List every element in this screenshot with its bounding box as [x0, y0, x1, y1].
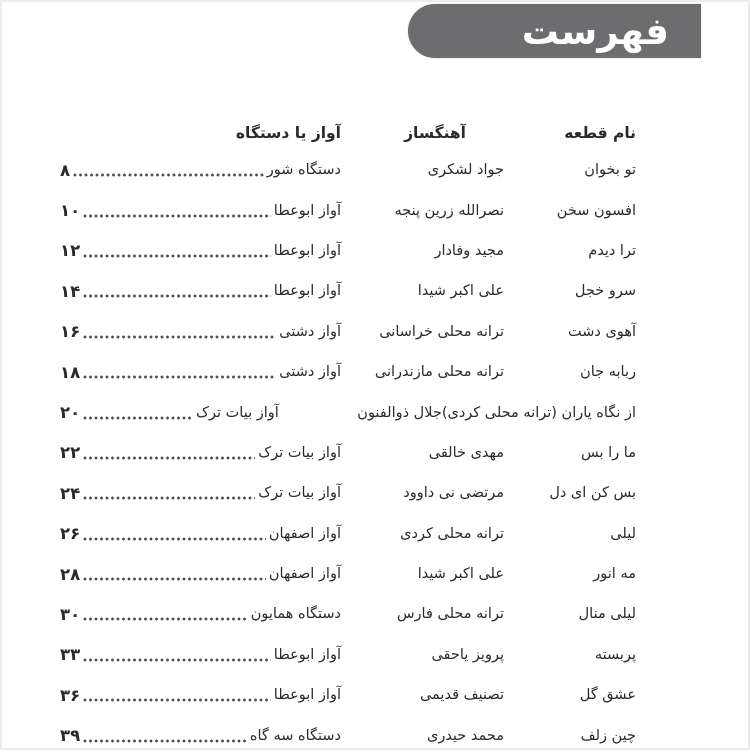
composer-name: ترانه محلی فارس [396, 606, 504, 623]
avaz-name: آواز ابوعطا [273, 687, 341, 704]
composer-name: علی اکبر شیدا [417, 566, 504, 583]
dotted-leader [83, 294, 271, 298]
toc-rows [60, 150, 636, 756]
composer-name: نصرالله زرین پنجه [394, 202, 504, 219]
dotted-leader [83, 416, 193, 420]
piece-name: مه انور [593, 566, 636, 583]
composer-name: پرویز یاحقی [431, 646, 504, 663]
page-number: ۱۰ [60, 201, 81, 221]
piece-name: چین زلف [580, 727, 636, 744]
page-number: ۲۴ [60, 483, 81, 503]
composer-name: محمد حیدری [426, 727, 504, 744]
page-number: ۸ [60, 160, 71, 180]
dotted-leader [83, 537, 266, 541]
avaz-cell [60, 645, 341, 664]
avaz-name: آواز دشتی [279, 364, 341, 381]
avaz-name: آواز بیات ترک [258, 444, 341, 461]
composer-name: مرتضی نی داوود [403, 485, 504, 502]
dotted-leader [83, 739, 247, 743]
avaz-cell [60, 686, 341, 705]
page-number: ۱۲ [60, 241, 81, 261]
piece-name: بس کن ای دل [549, 485, 636, 502]
piece-name: آهوی دشت [568, 323, 636, 340]
page-number: ۲۲ [60, 443, 81, 463]
avaz-name: دستگاه سه گاه [249, 727, 341, 744]
avaz-name: آواز ابوعطا [273, 242, 341, 259]
composer-name: مهدی خالقی [428, 444, 504, 461]
table-row [60, 312, 636, 352]
piece-name: پربسته [594, 646, 636, 663]
page-number: ۲۰ [60, 403, 81, 423]
page-number: ۲۶ [60, 524, 81, 544]
dotted-leader [83, 456, 255, 460]
dotted-leader [83, 496, 255, 500]
composer-name: ترانه محلی کردی [400, 525, 504, 542]
contents-title: فهرست [521, 9, 669, 53]
table-row [60, 271, 636, 311]
avaz-cell [60, 403, 279, 422]
page-number: ۲۸ [60, 564, 81, 584]
avaz-cell [60, 363, 341, 382]
table-row [60, 635, 636, 675]
composer-name: تصنیف قدیمی [419, 687, 504, 704]
page-number: ۱۶ [60, 322, 81, 342]
page-number: ۳۰ [60, 604, 81, 624]
avaz-cell [60, 484, 341, 503]
avaz-name: آواز بیات ترک [258, 485, 341, 502]
contents-banner [408, 4, 701, 58]
avaz-cell [60, 605, 341, 624]
piece-name: عشق گل [579, 687, 636, 704]
avaz-cell [60, 161, 341, 180]
dotted-leader [83, 335, 276, 339]
dotted-leader [83, 214, 271, 218]
avaz-cell [60, 241, 341, 260]
table-row [60, 150, 636, 190]
table-row [60, 554, 636, 594]
header-piece-name: نام قطعه [564, 124, 636, 142]
avaz-name: آواز بیات ترک [196, 404, 279, 421]
piece-name: از نگاه یاران (ترانه محلی کردی) [441, 404, 636, 421]
piece-name: تو بخوان [584, 162, 636, 179]
page-number: ۱۴ [60, 281, 81, 301]
piece-name: ترا دیدم [588, 242, 636, 259]
composer-name: ترانه محلی مازندرانی [374, 364, 504, 381]
avaz-cell [60, 201, 341, 220]
avaz-name: آواز ابوعطا [273, 283, 341, 300]
page-number: ۳۹ [60, 726, 81, 746]
dotted-leader [83, 577, 266, 581]
table-row [60, 473, 636, 513]
avaz-name: آواز ابوعطا [273, 202, 341, 219]
table-row [60, 190, 636, 230]
composer-name: علی اکبر شیدا [417, 283, 504, 300]
toc-table [60, 116, 636, 756]
avaz-cell [60, 443, 341, 462]
table-row [60, 514, 636, 554]
piece-name: سرو خجل [574, 283, 636, 300]
piece-name: لیلی [610, 525, 636, 542]
piece-name: افسون سخن [556, 202, 636, 219]
composer-name: جلال ذوالفنون [357, 404, 442, 421]
avaz-name: آواز ابوعطا [273, 646, 341, 663]
avaz-name: آواز اصفهان [268, 525, 341, 542]
page-number: ۳۶ [60, 685, 81, 705]
header-composer: آهنگساز [404, 124, 466, 142]
dotted-leader [83, 698, 271, 702]
page-number: ۳۳ [60, 645, 81, 665]
composer-name: مجید وفادار [434, 242, 504, 259]
dotted-leader [83, 375, 276, 379]
avaz-name: آواز دشتی [279, 323, 341, 340]
avaz-name: دستگاه همایون [250, 606, 341, 623]
header-avaz-dastgah: آواز یا دستگاه [235, 124, 341, 142]
toc-header-row [60, 116, 636, 150]
table-row [60, 433, 636, 473]
piece-name: ما را بس [581, 444, 636, 461]
avaz-cell [60, 565, 341, 584]
table-row [60, 675, 636, 715]
table-row [60, 352, 636, 392]
avaz-cell [60, 282, 341, 301]
table-row [60, 231, 636, 271]
avaz-cell [60, 322, 341, 341]
page-number: ۱۸ [60, 362, 81, 382]
avaz-cell [60, 726, 341, 745]
dotted-leader [83, 617, 248, 621]
avaz-name: دستگاه شور [266, 162, 341, 179]
dotted-leader [83, 658, 271, 662]
piece-name: لیلی منال [578, 606, 636, 623]
piece-name: ربابه جان [580, 364, 636, 381]
avaz-name: آواز اصفهان [268, 566, 341, 583]
dotted-leader [83, 254, 271, 258]
composer-name: جواد لشکری [427, 162, 504, 179]
dotted-leader [73, 173, 264, 177]
avaz-cell [60, 524, 341, 543]
table-row [60, 392, 636, 432]
composer-name: ترانه محلی خراسانی [379, 323, 504, 340]
table-row [60, 594, 636, 634]
